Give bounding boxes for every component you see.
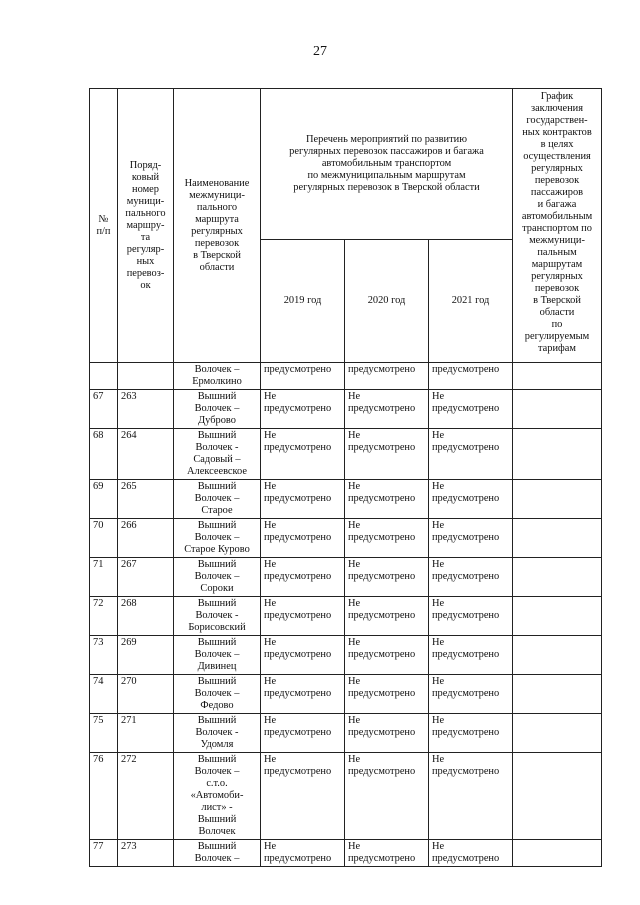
page-number: 27 <box>313 44 327 59</box>
plan-2019-cell: Не предусмотрено <box>261 390 345 429</box>
plan-2020-cell: Не предусмотрено <box>345 714 429 753</box>
route-number-cell: 266 <box>118 519 174 558</box>
route-number-cell <box>118 363 174 390</box>
header-year-2021: 2021 год <box>429 240 513 363</box>
plan-2020-cell: Не предусмотрено <box>345 480 429 519</box>
header-measures: Перечень мероприятий по развитию регулярных перевозок пассажиров и багажа автомобильным транспортом по межмуниципальным маршрутам регулярных перевозок в Тверской области <box>261 89 513 240</box>
plan-2019-cell: Не предусмотрено <box>261 675 345 714</box>
table-row <box>90 363 602 390</box>
plan-2021-cell: Не предусмотрено <box>429 753 513 840</box>
row-number-cell: 77 <box>90 840 118 867</box>
schedule-cell <box>513 675 602 714</box>
table-header <box>90 89 602 363</box>
schedule-cell <box>513 390 602 429</box>
table-row <box>90 519 602 558</box>
plan-2021-cell: Не предусмотрено <box>429 597 513 636</box>
header-year-2020: 2020 год <box>345 240 429 363</box>
row-number-cell: 70 <box>90 519 118 558</box>
plan-2021-cell: Не предусмотрено <box>429 429 513 480</box>
route-number-cell: 268 <box>118 597 174 636</box>
row-number-cell: 71 <box>90 558 118 597</box>
row-number-cell <box>90 363 118 390</box>
route-name-cell: Волочек – Ермолкино <box>174 363 261 390</box>
table-row <box>90 558 602 597</box>
table-row <box>90 753 602 840</box>
schedule-cell <box>513 363 602 390</box>
table-row <box>90 480 602 519</box>
route-name-cell: Вышний Волочек – <box>174 840 261 867</box>
table-row <box>90 429 602 480</box>
table-row <box>90 675 602 714</box>
row-number-cell: 74 <box>90 675 118 714</box>
schedule-cell <box>513 519 602 558</box>
row-number-cell: 75 <box>90 714 118 753</box>
route-name-cell: Вышний Волочек – Дивинец <box>174 636 261 675</box>
header-route-name: Наименование межмуници- пального маршрута регулярных перевозок в Тверской области <box>174 89 261 363</box>
row-number-cell: 67 <box>90 390 118 429</box>
route-number-cell: 265 <box>118 480 174 519</box>
row-number-cell: 69 <box>90 480 118 519</box>
plan-2019-cell: Не предусмотрено <box>261 753 345 840</box>
schedule-cell <box>513 753 602 840</box>
header-year-2019: 2019 год <box>261 240 345 363</box>
plan-2020-cell: предусмотрено <box>345 363 429 390</box>
schedule-cell <box>513 429 602 480</box>
plan-2019-cell: Не предусмотрено <box>261 480 345 519</box>
plan-2019-cell: Не предусмотрено <box>261 714 345 753</box>
route-name-cell: Вышний Волочек – Сороки <box>174 558 261 597</box>
route-name-cell: Вышний Волочек – Федово <box>174 675 261 714</box>
plan-2021-cell: Не предусмотрено <box>429 390 513 429</box>
route-number-cell: 264 <box>118 429 174 480</box>
row-number-cell: 68 <box>90 429 118 480</box>
plan-2019-cell: Не предусмотрено <box>261 636 345 675</box>
route-name-cell: Вышний Волочек – Старое Курово <box>174 519 261 558</box>
plan-2021-cell: Не предусмотрено <box>429 519 513 558</box>
row-number-cell: 72 <box>90 597 118 636</box>
schedule-cell <box>513 558 602 597</box>
plan-2020-cell: Не предусмотрено <box>345 429 429 480</box>
row-number-cell: 76 <box>90 753 118 840</box>
plan-2020-cell: Не предусмотрено <box>345 840 429 867</box>
route-number-cell: 263 <box>118 390 174 429</box>
plan-2020-cell: Не предусмотрено <box>345 558 429 597</box>
plan-2019-cell: Не предусмотрено <box>261 429 345 480</box>
table-row <box>90 597 602 636</box>
table-row <box>90 840 602 867</box>
row-number-cell: 73 <box>90 636 118 675</box>
plan-2019-cell: Не предусмотрено <box>261 597 345 636</box>
plan-2020-cell: Не предусмотрено <box>345 597 429 636</box>
route-name-cell: Вышний Волочек - Удомля <box>174 714 261 753</box>
plan-2021-cell: предусмотрено <box>429 363 513 390</box>
route-number-cell: 273 <box>118 840 174 867</box>
plan-2020-cell: Не предусмотрено <box>345 519 429 558</box>
route-name-cell: Вышний Волочек - Садовый – Алексеевское <box>174 429 261 480</box>
route-name-cell: Вышний Волочек – с.т.о. «Автомоби- лист» - Вышний Волочек <box>174 753 261 840</box>
plan-2020-cell: Не предусмотрено <box>345 390 429 429</box>
plan-2020-cell: Не предусмотрено <box>345 675 429 714</box>
route-number-cell: 270 <box>118 675 174 714</box>
route-number-cell: 269 <box>118 636 174 675</box>
plan-2021-cell: Не предусмотрено <box>429 714 513 753</box>
plan-2021-cell: Не предусмотрено <box>429 675 513 714</box>
plan-2020-cell: Не предусмотрено <box>345 753 429 840</box>
plan-2021-cell: Не предусмотрено <box>429 480 513 519</box>
route-number-cell: 272 <box>118 753 174 840</box>
table-row <box>90 390 602 429</box>
plan-2019-cell: Не предусмотрено <box>261 558 345 597</box>
plan-2020-cell: Не предусмотрено <box>345 636 429 675</box>
plan-2019-cell: Не предусмотрено <box>261 840 345 867</box>
route-name-cell: Вышний Волочек - Борисовский <box>174 597 261 636</box>
header-schedule: График заключения государствен- ных контрактов в целях осуществления регулярных перевозок пассажиров и багажа автомобильным транспортом по межмуници- пальным маршрутам регулярных перевозок в Тверской области по регулируемым тарифам <box>513 89 602 363</box>
schedule-cell <box>513 597 602 636</box>
table-row <box>90 714 602 753</box>
plan-2019-cell: предусмотрено <box>261 363 345 390</box>
routes-table <box>89 88 602 867</box>
route-number-cell: 271 <box>118 714 174 753</box>
plan-2021-cell: Не предусмотрено <box>429 636 513 675</box>
schedule-cell <box>513 636 602 675</box>
route-number-cell: 267 <box>118 558 174 597</box>
header-route-number: Поряд- ковый номер муници- пального маршру- та регуляр- ных перевоз- ок <box>118 89 174 363</box>
schedule-cell <box>513 480 602 519</box>
table-row <box>90 636 602 675</box>
plan-2021-cell: Не предусмотрено <box>429 558 513 597</box>
route-name-cell: Вышний Волочек – Старое <box>174 480 261 519</box>
plan-2021-cell: Не предусмотрено <box>429 840 513 867</box>
header-num: № п/п <box>90 89 118 363</box>
schedule-cell <box>513 840 602 867</box>
plan-2019-cell: Не предусмотрено <box>261 519 345 558</box>
table-body <box>90 363 602 867</box>
route-name-cell: Вышний Волочек – Дуброво <box>174 390 261 429</box>
schedule-cell <box>513 714 602 753</box>
